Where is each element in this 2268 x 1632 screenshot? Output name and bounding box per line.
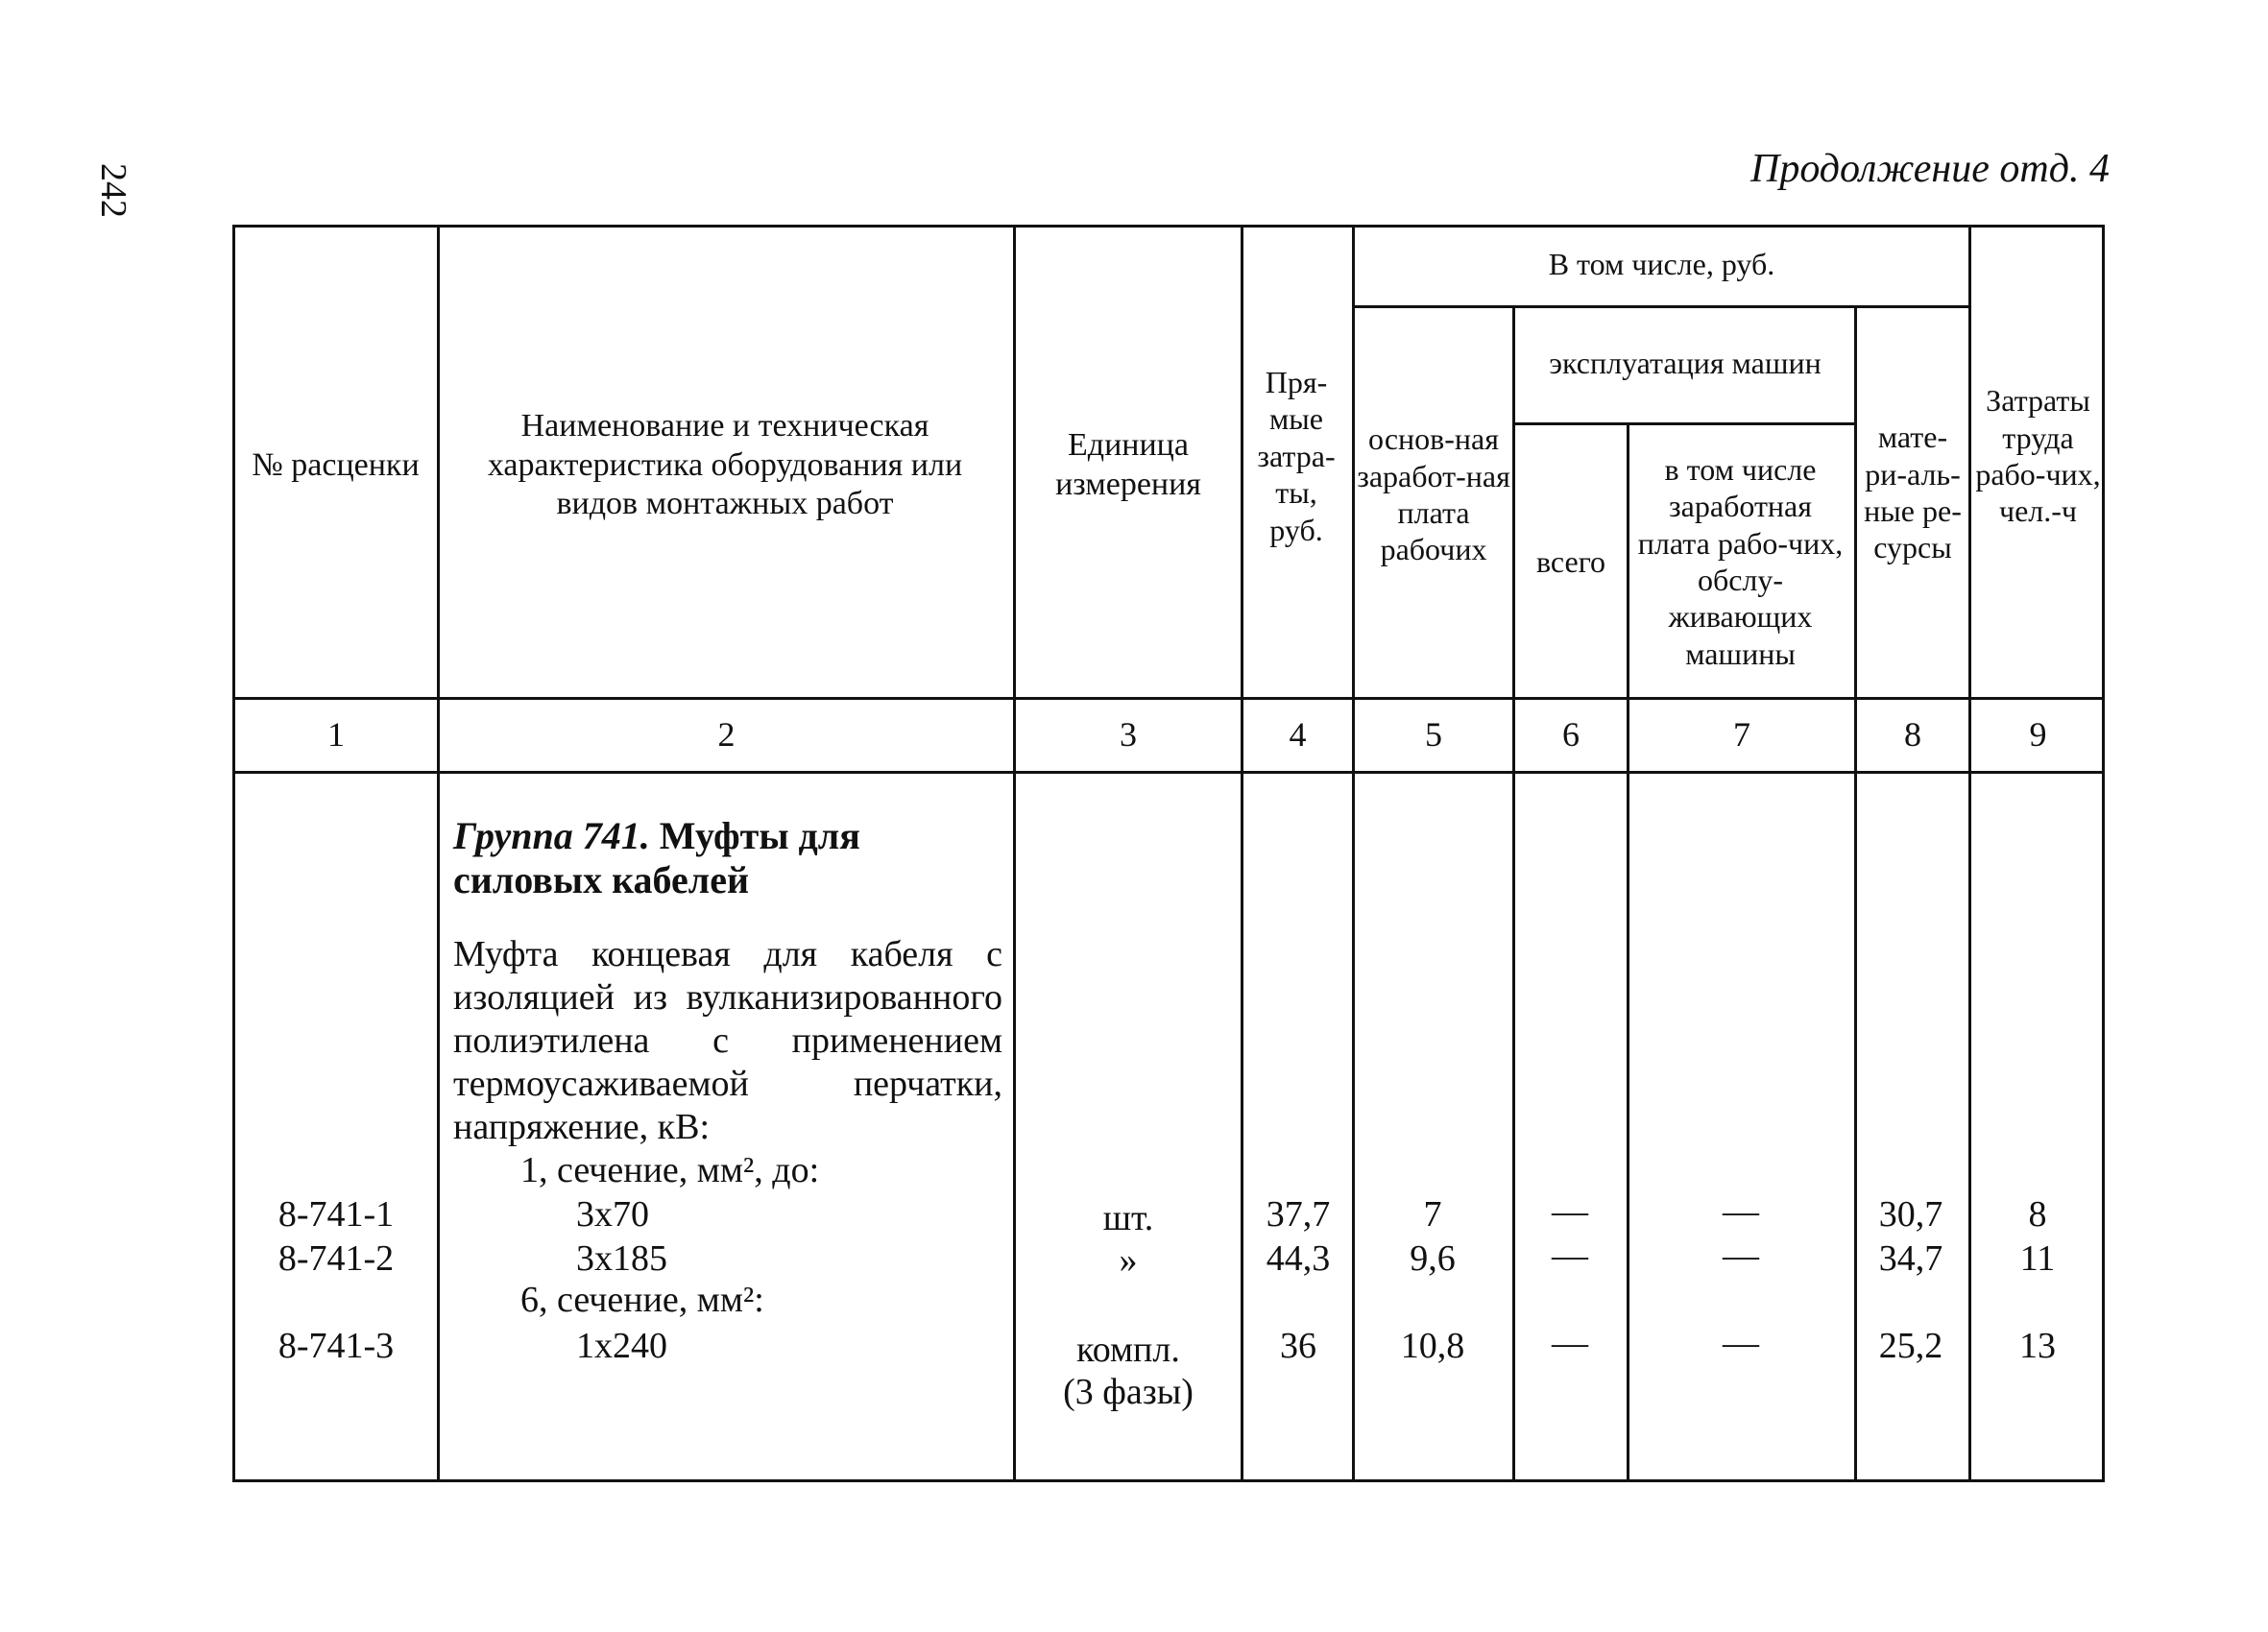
row-2-unit: » <box>1119 1240 1138 1281</box>
row-3-unit-note: (3 фазы) <box>1063 1372 1194 1412</box>
col-divider-5 <box>1512 305 1515 1482</box>
row-1-wage: 7 <box>1423 1194 1442 1235</box>
header-rate-number: № расценки <box>252 446 420 483</box>
col-divider-2 <box>1013 225 1016 1482</box>
header-materials: мате-ри-аль-ные ре-сурсы <box>1864 420 1962 565</box>
column-number-6: 6 <box>1562 715 1580 755</box>
column-number-4: 4 <box>1289 715 1307 755</box>
column-number-5: 5 <box>1425 715 1442 755</box>
row-1-machines-wage: — <box>1723 1191 1759 1232</box>
column-number-3: 3 <box>1120 715 1137 755</box>
row-1-labor: 8 <box>2028 1194 2047 1235</box>
column-number-7: 7 <box>1733 715 1750 755</box>
page-number: 242 <box>93 163 133 218</box>
header-machines-wage: в том числе заработная плата рабо-чих, обслу-живающих машины <box>1637 451 1844 671</box>
row-2-materials: 34,7 <box>1878 1238 1943 1279</box>
row-1-materials: 30,7 <box>1878 1194 1943 1235</box>
row-2-name: 3х185 <box>576 1238 667 1279</box>
col-divider-6 <box>1627 422 1629 1482</box>
row-1-code: 8-741-1 <box>277 1194 395 1235</box>
row-3-unit: компл. <box>1076 1330 1180 1370</box>
row-3-labor: 13 <box>2019 1326 2056 1366</box>
group-description: Муфта концевая для кабеля с изоляцией из вулканизированного полиэтилена с применением термоусаживаемой перчатки, напряжение, кВ: <box>453 934 1002 1147</box>
col-divider-1 <box>437 225 440 1482</box>
header-machines-total: всего <box>1535 543 1606 579</box>
row-3-code: 8-741-3 <box>277 1326 395 1366</box>
header-base-wage: основ-ная заработ-ная плата рабочих <box>1357 421 1510 567</box>
row-2-machines-wage: — <box>1723 1236 1759 1276</box>
group-title: Муфты для силовых кабелей <box>453 814 860 901</box>
column-number-8: 8 <box>1904 715 1921 755</box>
col-divider-3 <box>1241 225 1243 1482</box>
header-direct-costs: Пря-мые затра-ты, руб. <box>1257 365 1336 547</box>
row-2-code: 8-741-2 <box>277 1238 395 1279</box>
row-3-direct: 36 <box>1280 1326 1316 1366</box>
column-number-2: 2 <box>717 715 736 755</box>
row-1-machines-total: — <box>1552 1191 1588 1232</box>
row-2-direct: 44,3 <box>1266 1238 1331 1279</box>
header-including: В том числе, руб. <box>1548 246 1775 281</box>
header-name: Наименование и техническая характеристика оборудования или видов монтажных работ <box>487 407 963 522</box>
row-2-wage: 9,6 <box>1410 1238 1456 1279</box>
row-3-machines-wage: — <box>1723 1323 1759 1363</box>
row-1-unit: шт. <box>1102 1198 1154 1238</box>
row-1-direct: 37,7 <box>1266 1194 1331 1235</box>
group-heading <box>453 814 1002 902</box>
rule-numbers-bottom <box>232 771 2105 774</box>
row-3-machines-total: — <box>1552 1323 1588 1363</box>
row-2-labor: 11 <box>2019 1238 2056 1279</box>
row-1-name: 3х70 <box>576 1194 649 1235</box>
group-prefix: Группа 741. <box>453 814 650 857</box>
header-unit: Единица измерения <box>1055 427 1201 502</box>
col-divider-4 <box>1352 225 1355 1482</box>
row-2-machines-total: — <box>1552 1236 1588 1276</box>
row-3-wage: 10,8 <box>1400 1326 1465 1366</box>
header-labor-costs: Затраты труда рабо-чих, чел.-ч <box>1975 383 2101 529</box>
row-3-materials: 25,2 <box>1878 1326 1943 1366</box>
rule-machines-header <box>1512 422 1854 425</box>
column-number-9: 9 <box>2029 715 2047 755</box>
rule-group-header <box>1352 305 1968 308</box>
column-number-1: 1 <box>327 715 345 755</box>
header-machine-operation: эксплуатация машин <box>1549 345 1822 380</box>
continuation-label: Продолжение отд. 4 <box>1749 147 2110 191</box>
subgroup-6kv: 6, сечение, мм²: <box>520 1280 764 1320</box>
row-3-name: 1х240 <box>576 1326 667 1366</box>
subgroup-1kv: 1, сечение, мм², до: <box>520 1150 820 1190</box>
